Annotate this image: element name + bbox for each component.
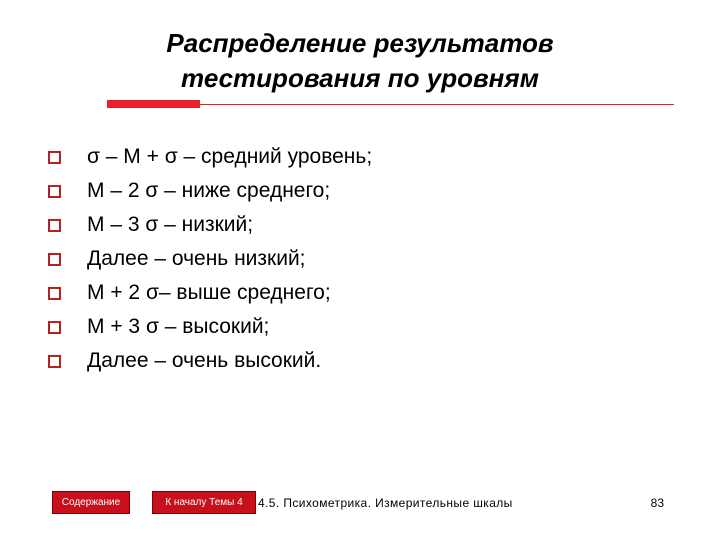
bullet-text: Далее – очень низкий; [87,247,306,270]
footer-course-text: 4.5. Психометрика. Измерительные шкалы [258,496,513,510]
hollow-square-bullet-icon [48,287,61,300]
title-line-1: Распределение результатов [166,28,554,58]
list-item [48,140,372,174]
hollow-square-bullet-icon [48,355,61,368]
bullet-text: М – 2 σ – ниже среднего; [87,179,331,202]
list-item [48,344,372,378]
slide-title [0,26,720,96]
list-item [48,208,372,242]
bullet-text: М – 3 σ – низкий; [87,213,254,236]
title-accent-bar [107,100,200,108]
bullet-text: М + 3 σ – высокий; [87,315,270,338]
bullet-text: σ – М + σ – средний уровень; [87,145,373,168]
hollow-square-bullet-icon [48,219,61,232]
hollow-square-bullet-icon [48,321,61,334]
list-item [48,174,372,208]
list-item [48,310,372,344]
title-divider-line [200,104,674,105]
bullet-list [48,140,372,378]
hollow-square-bullet-icon [48,151,61,164]
contents-button[interactable]: Содержание [52,491,130,514]
list-item [48,242,372,276]
title-line-2: тестирования по уровням [181,63,539,93]
hollow-square-bullet-icon [48,253,61,266]
page-number: 83 [650,496,664,510]
bullet-text: Далее – очень высокий. [87,349,322,372]
hollow-square-bullet-icon [48,185,61,198]
bullet-text: М + 2 σ– выше среднего; [87,281,331,304]
list-item [48,276,372,310]
back-to-topic-button[interactable]: К началу Темы 4 [152,491,256,514]
